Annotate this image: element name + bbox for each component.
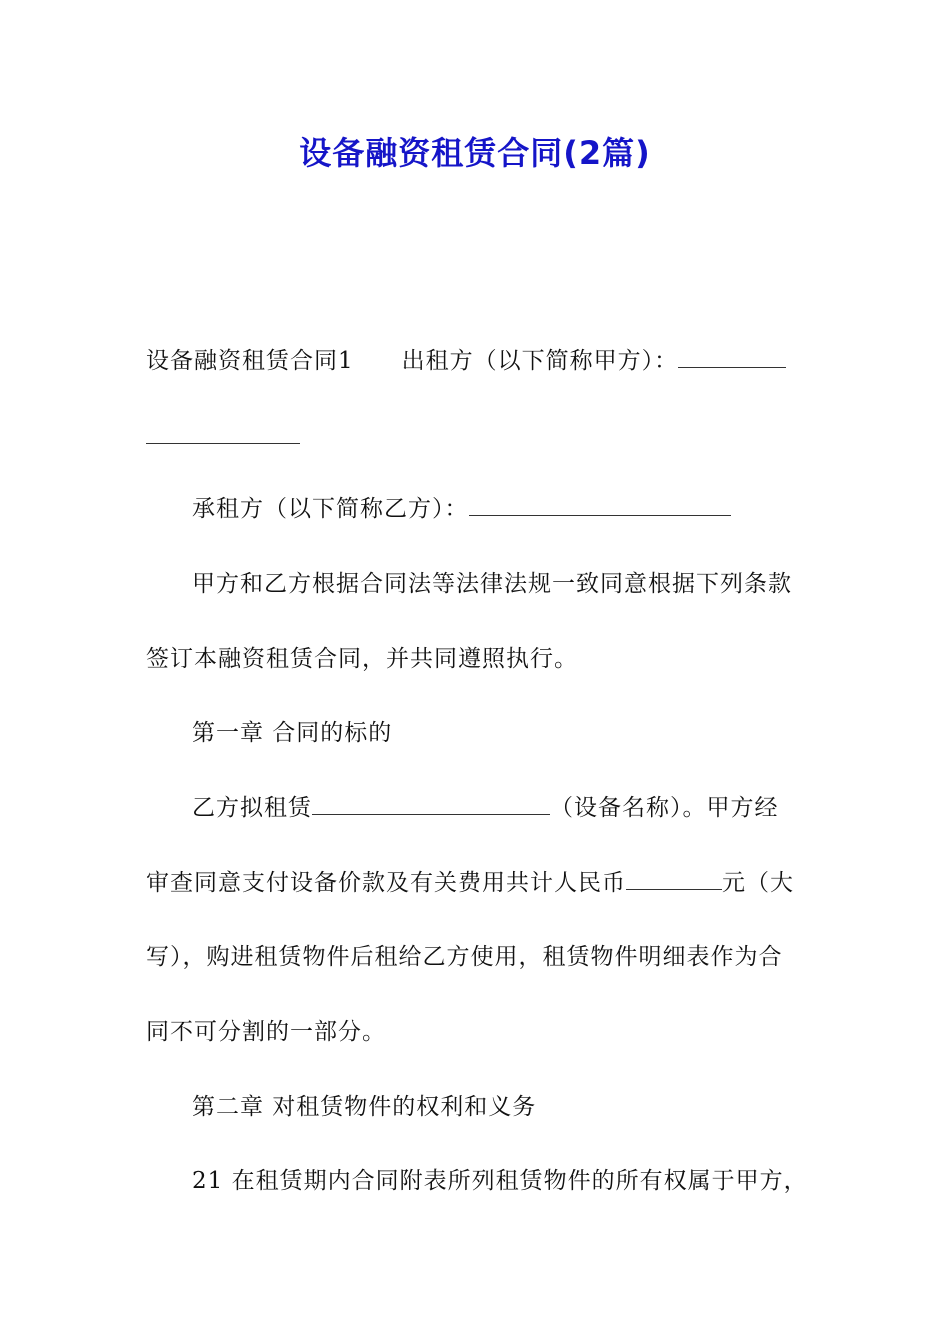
text-line-1-continued [146,422,300,452]
lessor-label: 出租方（以下简称甲方）： [401,348,679,374]
text-line-2 [192,494,731,524]
contract-heading: 设备融资租赁合同1 [146,348,354,374]
document-title: 设备融资租赁合同(2篇) [299,134,651,172]
text-line-4 [146,644,578,674]
equipment-name-blank [312,794,550,815]
text-line-9 [146,1017,386,1047]
text-line-1 [146,346,786,376]
amount-blank [626,869,722,890]
paragraph-text: 甲方和乙方根据合同法等法律法规一致同意根据下列条款 [192,571,792,597]
text-line-6 [192,793,779,823]
chapter-heading-text: 第二章 对租赁物件的权利和义务 [192,1094,537,1120]
paragraph-text: 签订本融资租赁合同，并共同遵照执行。 [146,646,578,672]
text-line-3 [192,569,792,599]
lessee-label: 承租方（以下简称乙方）： [192,496,469,522]
paragraph-text: 写），购进租赁物件后租给乙方使用，租赁物件明细表作为合 [146,944,783,970]
paragraph-text: 乙方拟租赁 [192,795,312,821]
lessee-blank [469,495,731,516]
lessor-blank [678,347,786,368]
chapter-2-heading [192,1092,536,1122]
paragraph-text: （设备名称）。甲方经 [550,795,779,821]
text-line-8 [146,942,783,972]
text-line-7 [146,868,794,898]
chapter-heading-text: 第一章 合同的标的 [192,720,393,746]
paragraph-text: 21 在租赁期内合同附表所列租赁物件的所有权属于甲方， [192,1168,808,1194]
chapter-1-heading [192,718,392,748]
text-line-11 [192,1166,808,1196]
lessor-blank-continued [146,423,300,444]
paragraph-text: 元（大 [722,870,794,896]
paragraph-text: 审查同意支付设备价款及有关费用共计人民币 [146,870,626,896]
paragraph-text: 同不可分割的一部分。 [146,1019,386,1045]
